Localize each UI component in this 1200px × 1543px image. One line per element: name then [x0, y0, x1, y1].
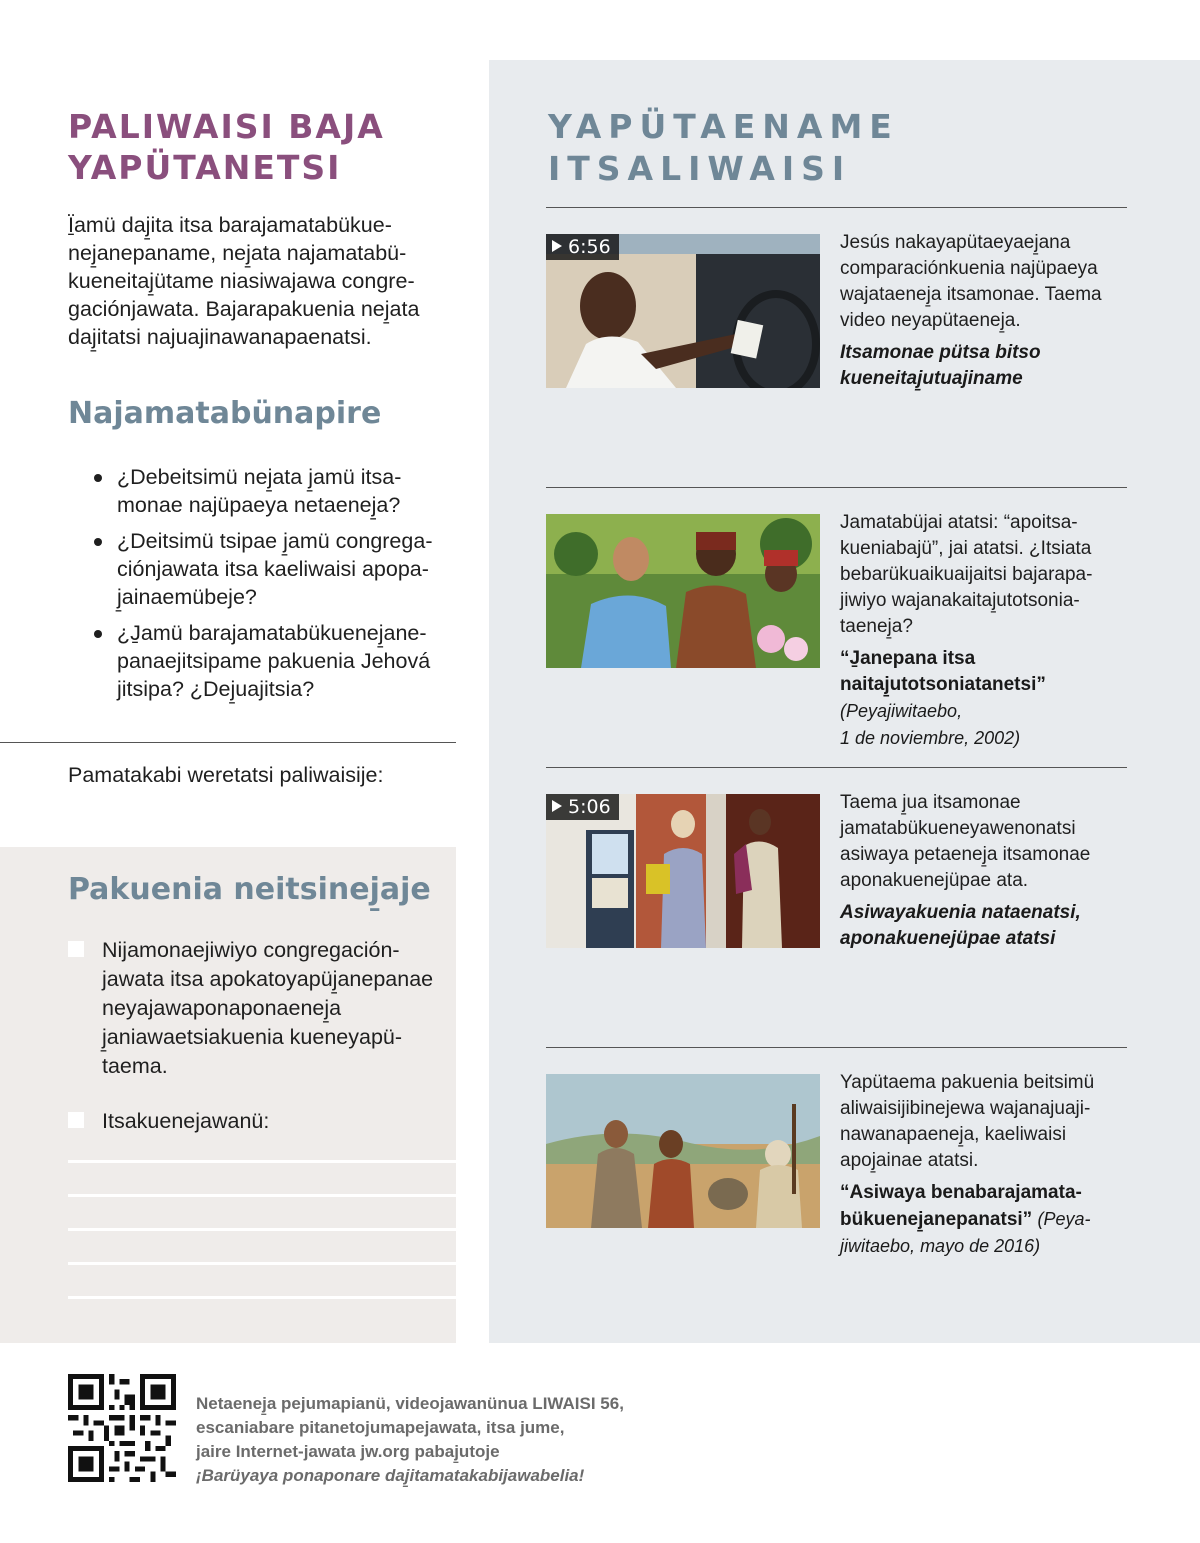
divider: [546, 767, 1127, 768]
todo-item: [68, 1107, 448, 1136]
checkbox[interactable]: [68, 941, 84, 957]
divider: [546, 487, 1127, 488]
resource-text: [840, 1070, 1125, 1260]
divider: [546, 1047, 1127, 1048]
question-item: ¿J̱amü barajamatabükuenej̱anepanaejitsipame pakuenia Jehová jitsipa? ¿Dej̱uajitsia?: [92, 619, 454, 703]
divider: [0, 742, 456, 743]
video-thumbnail[interactable]: [546, 234, 820, 388]
todo-item-label: Itsakuenejawanü:: [102, 1109, 270, 1133]
resource-source-link[interactable]: “J̱anepana itsa naitaj̱utotsoniatanetsi” (Peyajiwitaebo, 1 de noviembre, 2002): [840, 648, 1046, 748]
resource-description: Taema j̱ua itsamonae jamatabükueneyawenonatsi asiwaya petaenej̱a itsamonae aponakuenejüpae ata.: [840, 792, 1091, 891]
play-icon: [552, 800, 562, 812]
video-duration: 6:56: [546, 234, 619, 260]
writing-line[interactable]: [68, 1296, 456, 1299]
resources-title: [548, 106, 899, 190]
notes-label: Pamatakabi weretatsi paliwaisije:: [68, 763, 384, 787]
video-duration: 5:06: [546, 794, 619, 820]
resource-description: Jamatabüjai atatsi: “apoitsakueniabajü”, jai atatsi. ¿Itsiata bebarükuaikuaijaitsi bajarapajiwiyo wajanakaitaj̱utotsoniataenej̱a?: [840, 512, 1093, 637]
todo-item-label: Nijamonaejiwiyo congregaciónjawata itsa apokatoyapüj̱anepanae neyajawaponaponaenej̱a j̱aniawaetsiakuenia kueneyapütaema.: [102, 938, 434, 1078]
article-image: [546, 1074, 820, 1228]
writing-line[interactable]: [68, 1160, 456, 1163]
resource-description: Yapütaema pakuenia beitsimü aliwaisijibinejewa wajanajuajinawanapaenej̱a, kaeliwaisi apoj̱ainae atatsi.: [840, 1072, 1095, 1171]
resources-title-line: YAPÜTAENAME: [548, 107, 899, 146]
footer-line: escaniabare pitanetojumapejawata, itsa jume,: [196, 1418, 565, 1437]
resource-text: [840, 790, 1125, 952]
men-in-wilderness-image: [546, 1074, 820, 1228]
section-title: PALIWAISI BAJA YAPÜTANETSI: [68, 107, 385, 187]
writing-line[interactable]: [68, 1262, 456, 1265]
play-icon: [552, 240, 562, 252]
resource-text: [840, 230, 1125, 392]
question-item: ¿Deitsimü tsipae j̱amü congregaciónjawata itsa kaeliwaisi apopaj̱ainaemübeje?: [92, 527, 454, 611]
footer-text: [196, 1392, 716, 1488]
footer-line: Netaenej̱a pejumapianü, videojawanünua LIWAISI 56,: [196, 1394, 624, 1413]
todo-heading: Pakuenia neitsinej̱aje: [68, 872, 431, 907]
todo-panel: [0, 847, 456, 1343]
footer-line: jaire Internet-jawata jw.org pabaj̱utoje: [196, 1442, 500, 1461]
footer-line: ¡Barüyaya ponaponare daj̱itamatakabijawabelia!: [196, 1466, 585, 1485]
intro-paragraph: Ï̱amü daj̱ita itsa barajamatabükuenej̱anepaname, nej̱ata najamatabükueneitaj̱ütame niasiwajawa congregaciónjawata. Bajarapakuenia nej̱ata daj̱itatsi najuajinawanapaenatsi.: [68, 213, 420, 349]
writing-line[interactable]: [68, 1194, 456, 1197]
video-thumbnail[interactable]: [546, 794, 820, 948]
people-greeting-image: [546, 514, 820, 668]
resource-source-link[interactable]: Asiwayakuenia nataenatsi, aponakuenejüpae atatsi: [840, 902, 1081, 949]
resource-text: [840, 510, 1125, 752]
qr-code-icon[interactable]: [68, 1374, 176, 1482]
article-image: [546, 514, 820, 668]
resource-source-link[interactable]: “Asiwaya benabarajamatabükuenej̱anepanatsi” (Peyajiwitaebo, mayo de 2016): [840, 1182, 1091, 1256]
todo-item: [68, 936, 448, 1081]
questions-list: [92, 463, 454, 711]
questions-heading: Najamatabünapire: [68, 396, 382, 431]
writing-line[interactable]: [68, 1228, 456, 1231]
resources-title-line: ITSALIWAISI: [548, 149, 852, 188]
divider: [546, 207, 1127, 208]
resource-source-link[interactable]: Itsamonae pütsa bitso kueneitaj̱utuajiname: [840, 342, 1041, 389]
question-item: ¿Debeitsimü nej̱ata j̱amü itsamonae najüpaeya netaenej̱a?: [92, 463, 454, 519]
resource-description: Jesús nakayapütaeyaej̱ana comparaciónkuenia najüpaeya wajataenej̱a itsamonae. Taema video neyapütaenej̱a.: [840, 232, 1102, 331]
checkbox[interactable]: [68, 1112, 84, 1128]
